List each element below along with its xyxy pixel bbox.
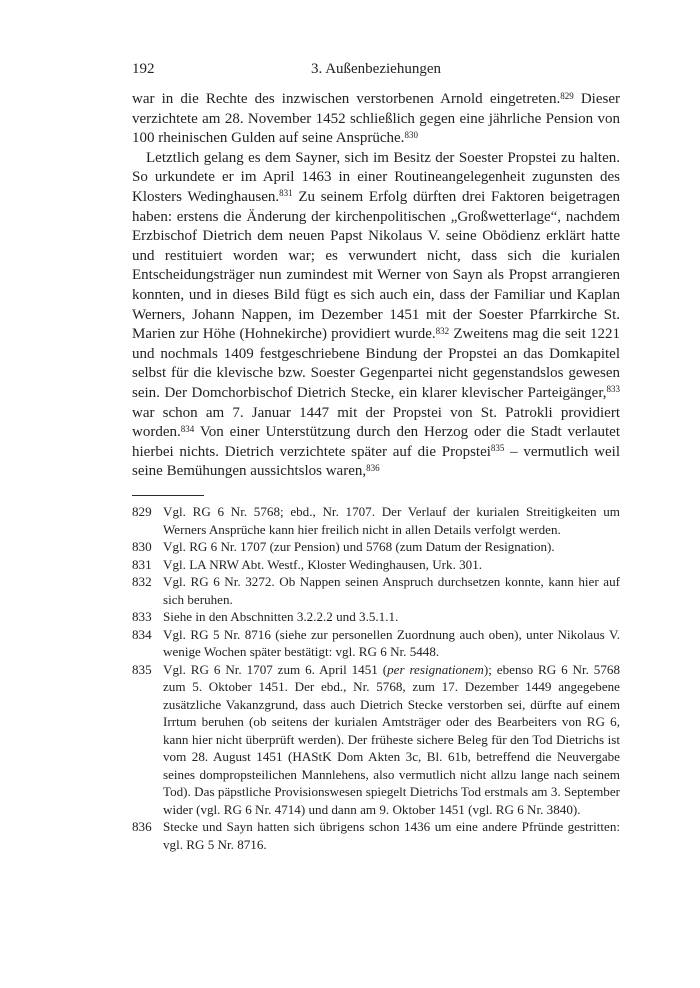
footnote [132,661,620,819]
text-run: – vermutlich weil seine Bemühungen aussichtslos waren, [132,443,620,480]
footnote-marker: 833 [606,384,620,395]
text-run: Vgl. RG 6 Nr. 1707 zum 6. April 1451 ( [163,661,388,677]
running-head: 3. Außenbeziehungen [311,61,441,77]
footnote-number: 835 [132,661,152,677]
footnote-number: 830 [132,539,152,554]
footnote-marker: 829 [560,90,574,101]
footnote-number: 832 [132,574,152,589]
footnote [132,608,620,626]
page-number: 192 [132,61,155,77]
footnote-number: 836 [132,819,152,834]
text-run: Vgl. LA NRW Abt. Westf., Kloster Wedinghausen, Urk. 301. [163,556,483,572]
footnote [132,503,620,538]
paragraph [132,90,620,149]
text-run: Vgl. RG 6 Nr. 1707 (zur Pension) und 5768 (zum Datum der Resignation). [163,539,555,554]
text-run: war in die Rechte des inzwischen verstorbenen Arnold eingetreten. [132,91,561,107]
footnote-number: 829 [132,504,152,519]
footnote [132,556,620,574]
text-run: Zweitens mag die seit 1221 und nochmals 1409 festgeschriebene Bindung der Propstei an das Domkapitel selbst für die klevische bzw. Soester Gegenpartei nicht gegenstandslos gewesen sein. Der Domchorbischof Dietrich Stecke, ein klarer klevischer Parteigänger, [132,326,620,401]
text-run: Dieser verzichtete am 28. November 1452 schließlich gegen eine jährliche Pension von 100 rheinischen Gulden auf seine Ansprüche. [132,91,620,147]
footnote-marker: 836 [366,462,380,473]
footnote [132,538,620,556]
footnote-marker: 831 [279,188,293,199]
footnote [132,626,620,661]
footnote [132,573,620,608]
paragraph [132,149,620,482]
text-run: Vgl. RG 6 Nr. 5768; ebd., Nr. 1707. Der Verlauf der kurialen Streitigkeiten um Werners Ansprüche kann hier freilich nicht in allen Details verfolgt werden. [163,504,620,537]
footnote-marker: 830 [404,129,418,140]
text-run: war schon am 7. Januar 1447 mit der Propstei von St. Patrokli providiert worden. [132,404,620,441]
text-run: Von einer Unterstützung durch den Herzog oder die Stadt verlautet hierbei nichts. Dietrich verzichtete später auf die Propstei [132,424,620,460]
footnote-marker: 832 [435,325,450,336]
text-run: Stecke und Sayn hatten sich übrigens schon 1436 um eine andere Pfründe gestritten: vgl. RG 5 Nr. 8716. [163,819,620,852]
italic-text: per resignationem [387,661,484,677]
footnote-number: 834 [132,626,152,642]
footnote-text [163,504,620,537]
body-text [132,90,620,482]
text-run: Letztlich gelang es dem Sayner, sich im Besitz der Soester Propstei zu halten. So urkundete er im April 1463 in einer Routineangelegenheit zugunsten des Klosters Wedinghausen. [132,149,620,205]
text-run: ); ebenso RG 6 Nr. 5768 zum 5. Oktober 1451. Der ebd., Nr. 5768, zum 17. Dezember 1449 angegebene zusätzliche Vakanzgrund, dass auch Dietrich Stecke verstorben sei, dürfte auf einem Irrtum beruhen (ob seitens der kurialen Amtsträger oder des Bearbeiters von RG 6, kann hier nicht überprüft werden). Der früheste sichere Beleg für den Tod Dietrichs ist vom 28. August 1451 (HAStK Dom Akten 3c, Bl. 61b, betreffend die Neuvergabe seines dompropsteilichen Mannlehens, also vermutlich nicht allzu lange nach seinem Tod). Das päpstliche Provisionswesen spiegelt Dietrichs Tod erstmals am 3. September wider (vgl. RG 6 Nr. 4714) und dann am 9. Oktober 1451 (vgl. RG 6 Nr. 3840). [163,661,620,817]
footnote-separator [132,495,204,496]
text-run: Vgl. RG 6 Nr. 3272. Ob Nappen seinen Anspruch durchsetzen konnte, kann hier auf sich beruhen. [163,574,620,607]
footnote-number: 833 [132,609,152,624]
footnote-text [163,627,620,660]
footnote-number: 831 [132,556,152,572]
page-header [132,61,620,81]
text-run: Zu seinem Erfolg dürften drei Faktoren beigetragen haben: erstens die Änderung der kirchenpolitischen „Großwetterlage“, nachdem Erzbischof Dietrich dem neuen Papst Nikolaus V. seine Obödienz erklärt hatte und restituiert worden war; es verwundert nicht, dass sich die kurialen Entscheidungsträger nun zumindest mit Werner von Sayn als Propst arrangieren konnten, und in dieses Bild fügt es sich auch ein, dass der Familiar und Kaplan Werners, Johann Nappen, im Dezember 1451 mit der Soester Pfarrkirche St. Marien zur Höhe (Hohnekirche) providiert wurde. [132,188,620,343]
footnote-text [163,819,620,852]
footnotes [132,503,620,853]
footnote-marker: 835 [490,443,505,454]
footnote-marker: 834 [180,423,195,434]
footnote-text [163,539,555,554]
text-run: Vgl. RG 5 Nr. 8716 (siehe zur personellen Zuordnung auch oben), unter Nikolaus V. wenige Wochen später bestätigt: vgl. RG 6 Nr. 5448. [163,626,620,659]
footnote-text [163,574,620,607]
text-run: Siehe in den Abschnitten 3.2.2.2 und 3.5.1.1. [163,609,399,624]
footnote-text [163,557,482,572]
footnote [132,818,620,853]
footnote-text [163,609,398,624]
footnote-text [163,662,620,817]
